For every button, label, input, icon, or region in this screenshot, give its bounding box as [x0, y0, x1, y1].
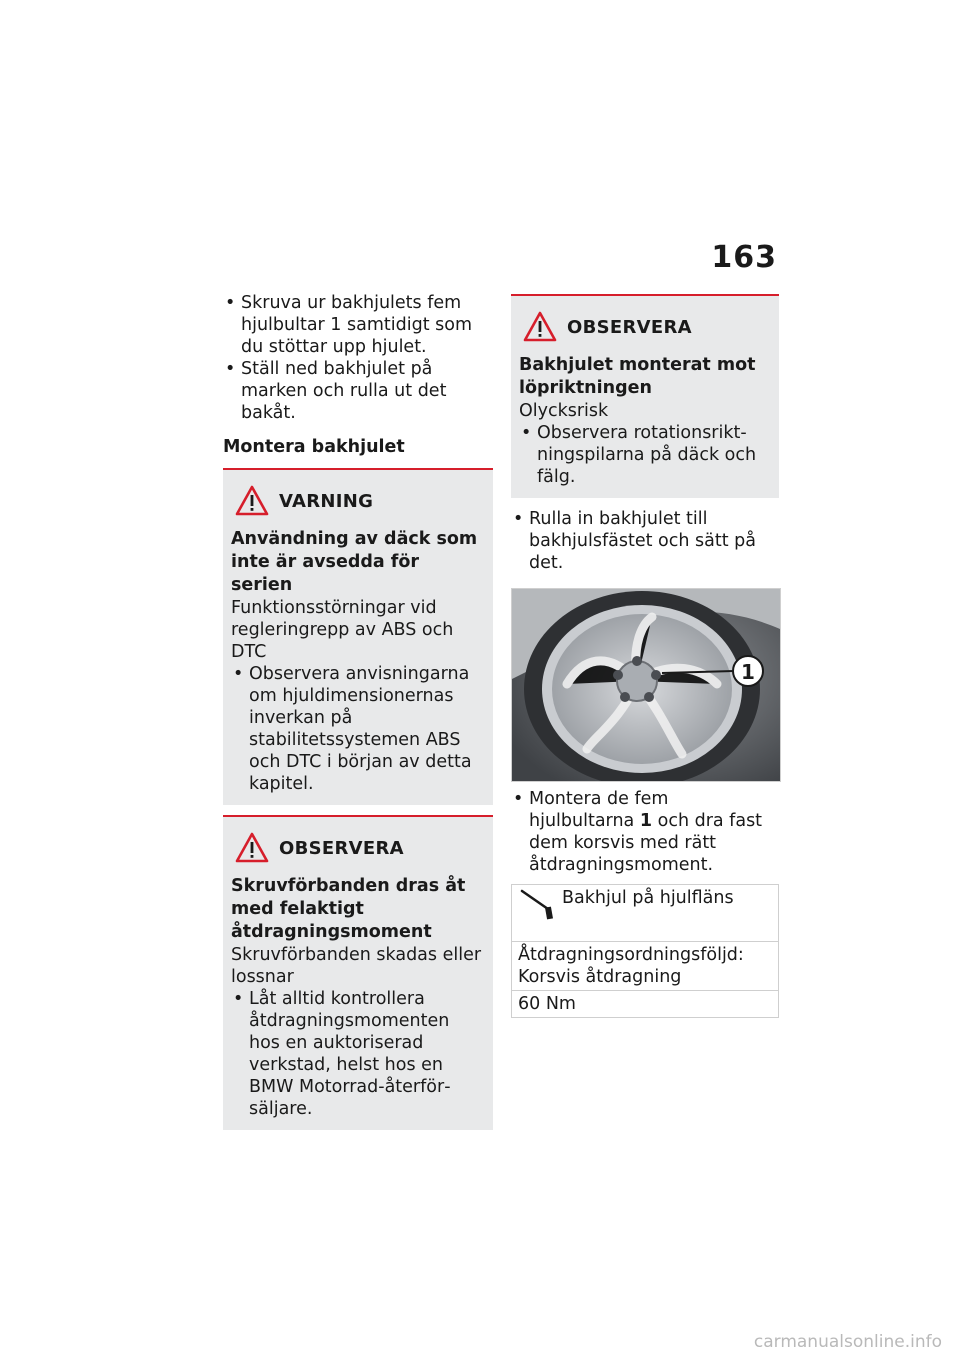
rear-wheel-illustration — [512, 589, 780, 781]
bullet-dot: • — [233, 989, 244, 1009]
callout-number: 1 — [741, 660, 755, 684]
warning-header — [231, 484, 485, 518]
torque-wrench-icon — [518, 887, 558, 923]
bullet-dot: • — [521, 423, 532, 443]
list-item — [223, 358, 493, 424]
bullet-text: Låt alltid kontrollera åtdragningsmomenten hos en auktoriserad verkstad, helst hos en BMW Motorrad-återförsäljare. — [249, 989, 451, 1119]
notice-subtitle: Skruvförbanden dras åt med felaktigt åtdragningsmoment — [231, 876, 466, 942]
warning-triangle-icon — [235, 832, 269, 864]
bullet-dot: • — [225, 359, 236, 379]
bullet-part-number: 1 — [639, 811, 653, 831]
list-item — [223, 292, 493, 358]
spec-title: Bakhjul på hjulfläns — [562, 888, 734, 908]
right-column — [511, 292, 779, 1018]
torque-spec-table — [511, 884, 779, 1018]
page-number: 163 — [711, 240, 777, 275]
spec-value: 60 Nm — [518, 994, 576, 1014]
section-heading: Montera bakhjulet — [223, 437, 405, 457]
list-item — [519, 422, 771, 488]
spec-header-row — [512, 885, 779, 942]
rear-wheel-photo — [511, 588, 781, 782]
warning-box — [223, 468, 493, 805]
bullet-dot: • — [225, 293, 236, 313]
notice-text: Skruvförbanden skadas eller lossnar — [231, 945, 482, 987]
notice-subtitle: Bakhjulet monterat mot löpriktningen — [519, 355, 756, 398]
warning-triangle-icon — [523, 311, 557, 343]
notice-title: OBSERVERA — [279, 837, 404, 859]
left-column — [223, 292, 493, 1130]
bullet-dot: • — [513, 509, 524, 529]
spec-order: Åtdragningsordningsföljd: Korsvis åtdragning — [512, 942, 779, 991]
list-item — [231, 663, 485, 795]
bullet-text-post: och dra fast dem korsvis med rätt åtdragningsmoment. — [529, 811, 763, 875]
watermark: carmanualsonline.info — [753, 1332, 942, 1352]
bullet-text: Observera anvisningarna om hjuldimensionernas inverkan på stabilitetssystemen ABS och DTC i början av detta kapitel. — [249, 664, 472, 794]
bullet-text: Skruva ur bakhjulets fem hjulbultar 1 samtidigt som du stöttar upp hjulet. — [241, 293, 472, 357]
warning-title: VARNING — [279, 490, 374, 512]
bullet-text: Observera rotationsriktningspilarna på däck och fälg. — [537, 423, 757, 487]
bullet-text-pre: Montera de fem hjulbultarna — [529, 789, 669, 831]
notice-box — [223, 815, 493, 1130]
notice-header — [231, 831, 485, 865]
bullet-text: Ställ ned bakhjulet på marken och rulla ut det bakåt. — [241, 359, 447, 423]
warning-subtitle: Användning av däck som inte är avsedda för serien — [231, 529, 478, 595]
notice-header — [519, 310, 771, 344]
spec-header-cell — [512, 885, 779, 942]
list-item — [511, 508, 779, 574]
warning-text: Funktionsstörningar vid regleringrepp av ABS och DTC — [231, 598, 454, 662]
notice-text: Olycksrisk — [519, 401, 609, 421]
list-item — [511, 788, 779, 876]
notice-box — [511, 294, 779, 498]
warning-triangle-icon — [235, 485, 269, 517]
spec-value-row — [512, 991, 779, 1018]
spec-order-row — [512, 942, 779, 991]
bullet-dot: • — [513, 789, 524, 809]
notice-title: OBSERVERA — [567, 316, 692, 338]
bullet-dot: • — [233, 664, 244, 684]
bullet-text: Rulla in bakhjulet till bakhjulsfästet och sätt på det. — [529, 509, 756, 573]
list-item — [231, 988, 485, 1120]
